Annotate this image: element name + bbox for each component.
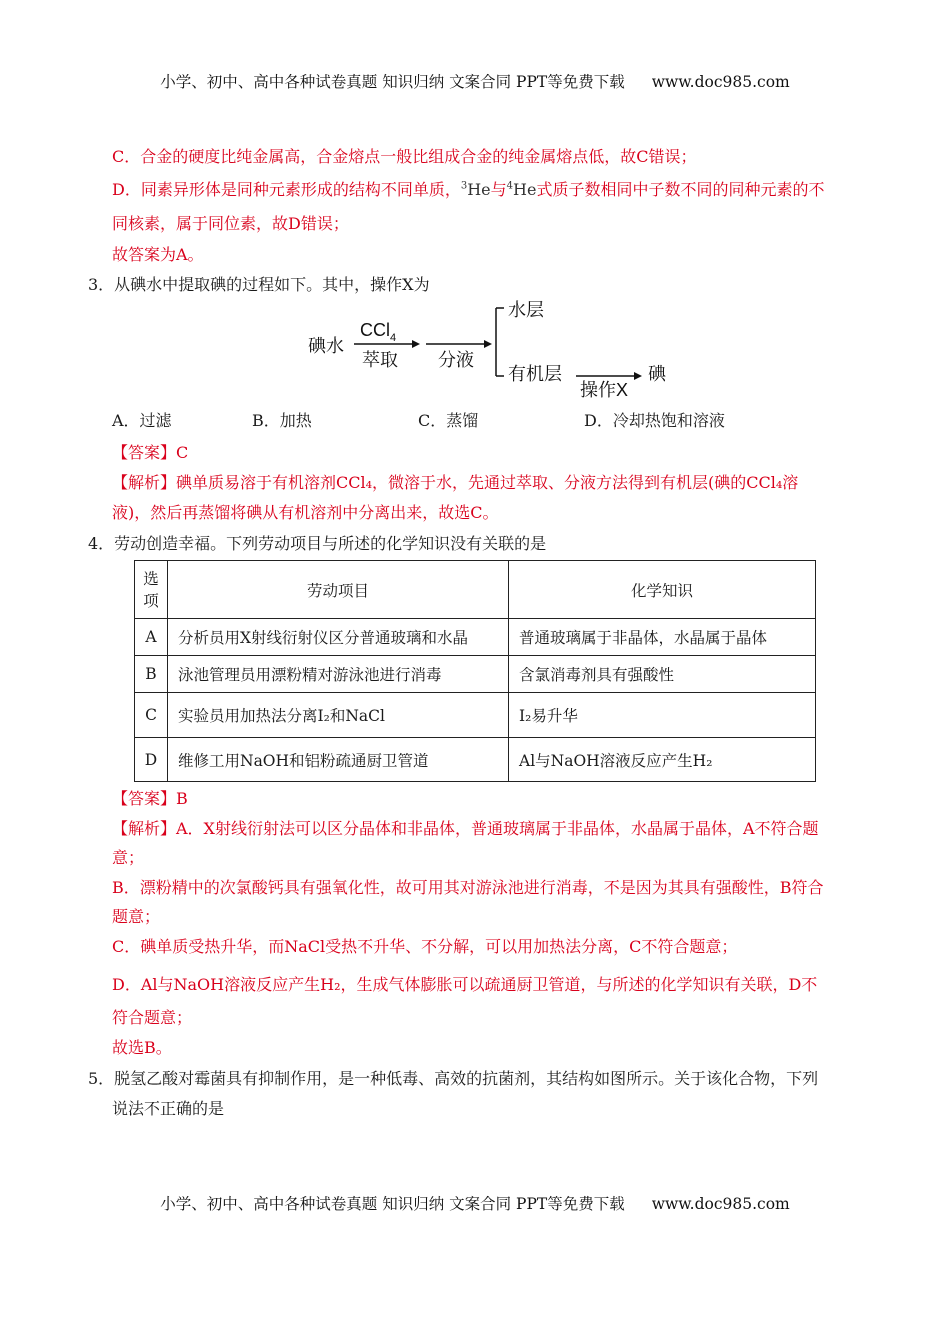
diagram-step3: 操作X <box>580 380 629 400</box>
q2-option-c-explanation: C．合金的硬度比纯金属高，合金熔点一般比组成合金的纯金属熔点低，故C错误； <box>112 147 697 166</box>
q2-d-text: D．同素异形体是同种元素形成的结构不同单质， <box>112 180 461 199</box>
table-row <box>135 619 816 656</box>
row-c-knowledge: I₂易升华 <box>509 693 816 738</box>
page-footer <box>0 1192 950 1214</box>
row-a-knowledge: 普通玻璃属于非晶体，水晶属于晶体 <box>509 619 816 656</box>
footer-site[interactable]: www.doc985.com <box>651 1195 790 1213</box>
arrow-2-head <box>484 340 492 348</box>
arrow-1-head <box>412 340 420 348</box>
row-d-knowledge: Al与NaOH溶液反应产生H₂ <box>509 738 816 782</box>
he4-symbol: He <box>513 180 537 199</box>
q2-final-answer: 故答案为A。 <box>112 245 204 264</box>
q5-stem-2: 说法不正确的是 <box>112 1099 225 1118</box>
diagram-lower: 有机层 <box>508 364 562 384</box>
q3-answer: 【答案】C <box>112 443 189 462</box>
row-a-option: A <box>135 619 168 656</box>
q3-explanation-2: 液)，然后再蒸馏将碘从有机溶剂中分离出来，故选C。 <box>112 503 499 522</box>
q4-explanation-a-cont: 意； <box>112 848 145 867</box>
q4-explanation-c: C．碘单质受热升华，而NaCl受热不升华、不分解，可以用加热法分离，C不符合题意； <box>112 937 738 956</box>
row-b-work: 泳池管理员用漂粉精对游泳池进行消毒 <box>168 656 509 693</box>
table-row <box>135 738 816 782</box>
q2-d-continued: 同核素，属于同位素，故D错误； <box>112 214 349 233</box>
row-c-work: 实验员用加热法分离I₂和NaCl <box>168 693 509 738</box>
q4-explanation-d: D．Al与NaOH溶液反应产生H₂，生成气体膨胀可以疏通厨卫管道，与所述的化学知识有关联，D不 <box>112 975 818 994</box>
he3-mass: 3 <box>460 180 468 192</box>
diagram-reagent: CCl$_4$ <box>360 320 397 344</box>
q2-conj: 与 <box>490 180 507 199</box>
diagram-step2: 分液 <box>438 350 474 370</box>
diagram-step1: 萃取 <box>362 350 398 370</box>
q4-final-answer: 故选B。 <box>112 1038 172 1057</box>
table-row <box>135 656 816 693</box>
diagram-product: 碘 <box>648 364 666 384</box>
q3-flow-diagram <box>300 296 700 402</box>
q3-option-b[interactable]: B．加热 <box>252 411 312 430</box>
diagram-upper: 水层 <box>508 300 544 320</box>
header-site[interactable]: www.doc985.com <box>651 73 790 91</box>
row-b-knowledge: 含氯消毒剂具有强酸性 <box>509 656 816 693</box>
q3-option-a[interactable]: A．过滤 <box>112 411 172 430</box>
header-text: 小学、初中、高中各种试卷真题 知识归纳 文案合同 PPT等免费下载 <box>160 73 625 91</box>
he3-symbol: He <box>467 180 491 199</box>
table-row <box>135 693 816 738</box>
q3-option-c[interactable]: C．蒸馏 <box>418 411 479 430</box>
header-work: 劳动项目 <box>168 561 509 619</box>
table-header-row <box>135 561 816 619</box>
q4-explanation-a: 【解析】A．X射线衍射法可以区分晶体和非晶体，普通玻璃属于非晶体，水晶属于晶体，A不符合题 <box>112 819 819 838</box>
q3-explanation-1: 【解析】碘单质易溶于有机溶剂CCl₄，微溶于水，先通过萃取、分液方法得到有机层(碘的CCl₄溶 <box>112 473 799 492</box>
q4-explanation-d-cont: 符合题意； <box>112 1008 193 1027</box>
q2-option-d-explanation <box>112 177 824 200</box>
page-header <box>0 70 950 92</box>
row-a-work: 分析员用X射线衍射仪区分普通玻璃和水晶 <box>168 619 509 656</box>
q2-d-text-2: 式质子数相同中子数不同的同种元素的不 <box>536 180 825 199</box>
row-d-work: 维修工用NaOH和铝粉疏通厨卫管道 <box>168 738 509 782</box>
he4-mass: 4 <box>506 180 514 192</box>
row-d-option: D <box>135 738 168 782</box>
arrow-3-head <box>634 372 642 380</box>
q5-stem-1: 5．脱氢乙酸对霉菌具有抑制作用，是一种低毒、高效的抗菌剂，其结构如图所示。关于该化合物，下列 <box>88 1069 819 1088</box>
row-c-option: C <box>135 693 168 738</box>
q4-explanation-b-cont: 题意； <box>112 907 161 926</box>
row-b-option: B <box>135 656 168 693</box>
diagram-start: 碘水 <box>308 336 344 356</box>
q4-stem: 4．劳动创造幸福。下列劳动项目与所述的化学知识没有关联的是 <box>88 534 547 553</box>
footer-text: 小学、初中、高中各种试卷真题 知识归纳 文案合同 PPT等免费下载 <box>160 1195 625 1213</box>
header-option: 选项 <box>135 561 168 619</box>
q4-explanation-b: B．漂粉精中的次氯酸钙具有强氧化性，故可用其对游泳池进行消毒，不是因为其具有强酸性，B符合 <box>112 878 824 897</box>
q3-stem: 3．从碘水中提取碘的过程如下。其中，操作X为 <box>88 275 430 294</box>
q4-table <box>134 560 816 782</box>
header-knowledge: 化学知识 <box>509 561 816 619</box>
q4-answer: 【答案】B <box>112 789 188 808</box>
q3-option-d[interactable]: D．冷却热饱和溶液 <box>584 411 725 430</box>
